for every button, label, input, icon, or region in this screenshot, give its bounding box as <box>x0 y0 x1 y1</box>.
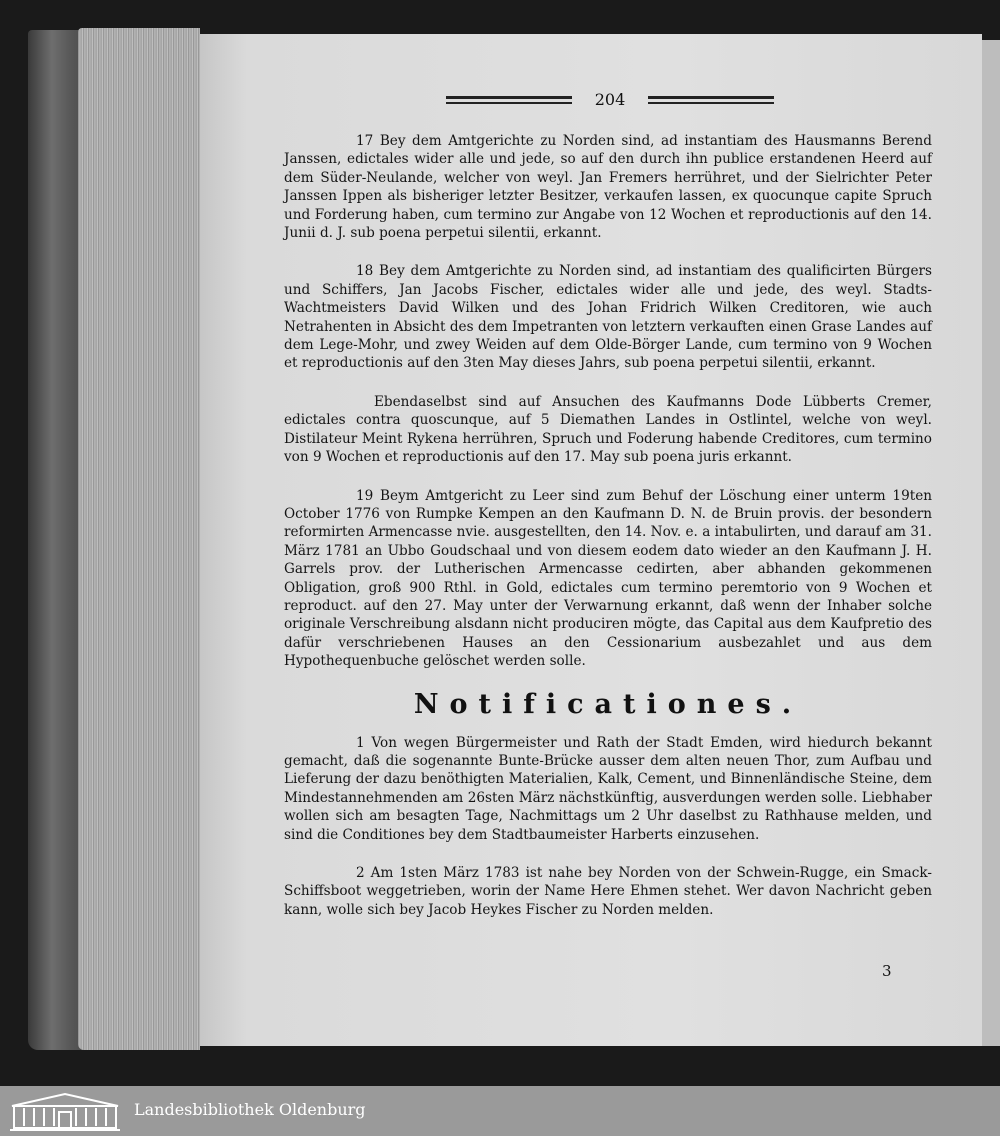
library-building-logo <box>8 1090 122 1132</box>
library-name[interactable]: Landesbibliothek Oldenburg <box>134 1100 366 1119</box>
header-rule-right <box>648 96 774 104</box>
page-number: 204 <box>594 90 626 109</box>
paragraph-17: 17 Bey dem Amtgerichte zu Norden sind, ad instantiam des Hausmanns Berend Janssen, edictales wider alle und jede, so auf den durch ihn publice erstandenen Heerd auf dem Süder-Neulande, welcher von weyl. Jan Fremers herrühret, und der Sielrichter Peter Janssen Ippen als bisheriger letzter Besitzer, verkaufen lassen, ex quocunque capite Spruch und Forderung haben, cum termino zur Angabe von 12 Wochen et reproductionis auf den 14. Junii d. J. sub poena perpetui silentii, erkannt. <box>284 133 932 242</box>
paragraph-ebendaselbst: Ebendaselbst sind auf Ansuchen des Kaufmanns Dode Lübberts Cremer, edictales contra quoscunque, auf 5 Diemathen Landes in Ostlintel, welche von weyl. Distilateur Meint Rykena herrühren, Spruch und Foderung habende Creditores, cum termino von 9 Wochen et reproductionis auf den 17. May sub poena juris erkannt. <box>284 393 932 466</box>
paragraph-19: 19 Beym Amtgericht zu Leer sind zum Behuf der Löschung einer unterm 19ten October 1776 von Rumpke Kempen an den Kaufmann D. N. de Bruin provis. der besondern reformirten Armencasse nvie. ausgestellten, den 14. Nov. e. a intabulirten, und darauf am 31. März 1781 an Ubbo Goudschaal und von diesem eodem dato wieder an den Kaufmann J. H. Garrels prov. der Lutherischen Armencasse cedirten, aber abhanden gekommenen Obligation, groß 900 Rthl. in Gold, edictales cum termino peremtorio von 9 Wochen et reproduct. auf den 27. May unter der Verwarnung erkannt, daß wenn der Inhaber solche originale Verschreibung alsdann nicht produciren mögte, das Capital aus dem Kaufpretio des dafür verschriebenen Hauses an den Cessionarium ausbezahlet und aus dem Hypothequenbuche gelöschet werden solle. <box>284 487 932 670</box>
catchword: 3 <box>882 962 892 980</box>
notification-2: 2 Am 1sten März 1783 ist nahe bey Norden von der Schwein-Rugge, ein Smack-Schiffsboot weggetrieben, worin der Name Here Ehmen stehet. Wer davon Nachricht geben kann, wolle sich bey Jacob Heykes Fischer zu Norden melden. <box>284 865 932 918</box>
page-text <box>284 132 932 919</box>
facing-page-edge <box>982 40 1000 1046</box>
paragraph-18: 18 Bey dem Amtgerichte zu Norden sind, ad instantiam des qualificirten Bürgers und Schiffers, Jan Jacobs Fischer, edictales wider alle und jede, des weyl. Stadts-Wachtmeisters David Wilken und des Johan Fridrich Wilken Creditoren, wie auch Netrahenten in Absicht des dem Impetranten von letztern verkauften einen Grase Landes auf dem Lege-Mohr, und zwey Weiden auf dem Olde-Börger Lande, cum termino von 9 Wochen et reproductionis auf den 3ten May dieses Jahrs, sub poena perpetui silentii, erkannt. <box>284 263 932 372</box>
notification-1: 1 Von wegen Bürgermeister und Rath der Stadt Emden, wird hiedurch bekannt gemacht, daß die sogenannte Bunte-Brücke ausser dem alten neuen Thor, zum Aufbau und Lieferung der dazu benöthigten Materialien, Kalk, Cement, und Binnenländische Steine, dem Mindestannehmenden am 26sten März nächstkünftig, ausverdungen werden solle. Liebhaber wollen sich am besagten Tage, Nachmittags um 2 Uhr daselbst zu Rathhause melden, und sind die Conditiones bey dem Stadtbaumeister Harberts einzusehen. <box>284 734 932 843</box>
footer-bar <box>0 1086 1000 1136</box>
page-header <box>446 90 774 110</box>
section-title: Notificationes. <box>413 688 803 720</box>
page-edges <box>78 28 200 1050</box>
